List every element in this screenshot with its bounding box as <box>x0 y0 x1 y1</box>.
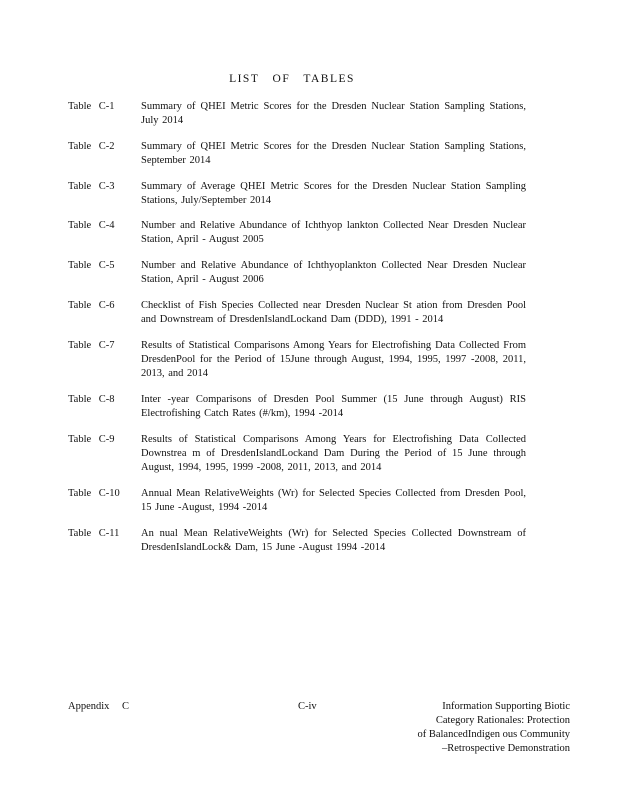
table-caption: Summary of QHEI Metric Scores for the Dresden Nuclear Station Sampling Stations, September 2014 <box>141 141 526 166</box>
table-caption: Checklist of Fish Species Collected near Dresden Nuclear St ation from Dresden Pool and Downstream of DresdenIslandLockand Dam (DDD), 1991 - 2014 <box>141 300 526 325</box>
table-label: Table C-6 <box>68 300 115 311</box>
table-caption: An nual Mean RelativeWeights (Wr) for Selected Species Collected Downstream of DresdenIslandLock& Dam, 15 June -August 1994 -2014 <box>141 528 526 553</box>
footer-title-line: –Retrospective Demonstration <box>441 743 570 754</box>
footer-title-line: of BalancedIndigen ous Community <box>417 729 570 740</box>
footer-appendix: Appendix C <box>68 701 130 712</box>
table-label: Table C-2 <box>68 141 115 152</box>
page-title: LIST OF TABLES <box>229 73 355 85</box>
table-caption: Results of Statistical Comparisons Among Years for Electrofishing Data Collected Downstrea m of DresdenIslandLockand Dam During the Period of 15 June through August, 1994, 1995, 1999 -2008, 2011, 2013, and 2014 <box>141 434 526 473</box>
table-label: Table C-5 <box>68 260 115 271</box>
table-label: Table C-8 <box>68 394 115 405</box>
table-caption: Summary of QHEI Metric Scores for the Dresden Nuclear Station Sampling Stations, July 2014 <box>141 101 526 126</box>
table-label: Table C-3 <box>68 181 115 192</box>
table-label: Table C-1 <box>68 101 115 112</box>
table-caption: Number and Relative Abundance of Ichthyop lankton Collected Near Dresden Nuclear Station, April - August 2005 <box>141 220 526 245</box>
table-caption: Number and Relative Abundance of Ichthyoplankton Collected Near Dresden Nuclear Station, April - August 2006 <box>141 260 526 285</box>
table-caption: Results of Statistical Comparisons Among Years for Electrofishing Data Collected From DresdenPool for the Period of 15June through August, 1994, 1995, 1997 -2008, 2011, 2013, and 2014 <box>141 340 526 379</box>
table-label: Table C-11 <box>68 528 120 539</box>
page-number: C-iv <box>298 701 317 712</box>
footer-section-title <box>396 700 570 756</box>
table-caption: Summary of Average QHEI Metric Scores for the Dresden Nuclear Station Sampling Stations, July/September 2014 <box>141 181 526 206</box>
table-label: Table C-7 <box>68 340 115 351</box>
table-label: Table C-9 <box>68 434 115 445</box>
table-caption: Annual Mean RelativeWeights (Wr) for Selected Species Collected from Dresden Pool, 15 June -August, 1994 -2014 <box>141 488 526 513</box>
table-label: Table C-4 <box>68 220 115 231</box>
footer-title-line: Information Supporting Biotic <box>442 701 570 712</box>
table-label: Table C-10 <box>68 488 120 499</box>
footer-title-line: Category Rationales: Protection <box>435 715 570 726</box>
table-caption: Inter -year Comparisons of Dresden Pool Summer (15 June through August) RIS Electrofishing Catch Rates (#/km), 1994 -2014 <box>141 394 526 419</box>
